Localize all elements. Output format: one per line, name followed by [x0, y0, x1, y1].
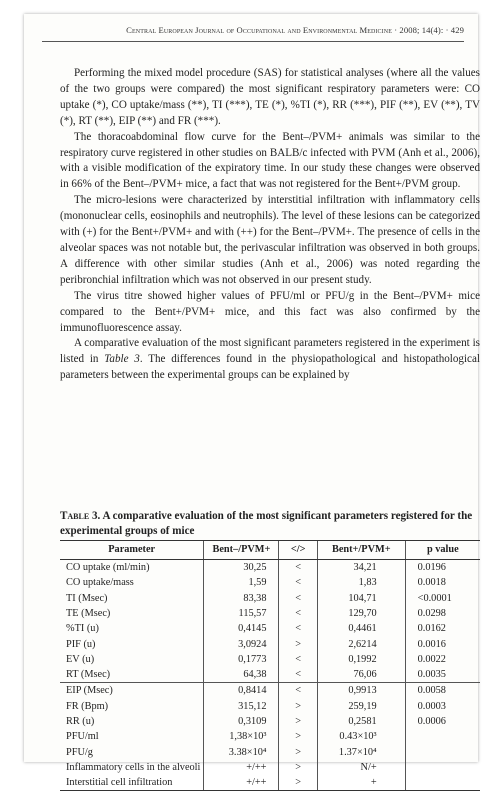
row-bent-plus: 1,83	[317, 575, 405, 590]
paragraph: Performing the mixed model procedure (SAS) for statistical analyses (where all the values of the two groups were compared) the most significant respiratory parameters were: CO uptake (*), CO uptake/mass (**), TI (***), TE (*), %TI (*), RR (***), PIF (**), EV (**), TV (*), RT (**), EIP (**) and FR (***).	[60, 67, 480, 127]
row-comparison: <	[279, 621, 317, 636]
row-comparison: <	[279, 652, 317, 667]
row-parameter: RR (u)	[66, 716, 95, 728]
row-parameter: PIF (u)	[66, 638, 96, 650]
row-parameter: CO uptake/mass	[66, 577, 134, 589]
body-text	[60, 66, 480, 384]
row-p-value	[405, 760, 480, 775]
table-row	[60, 621, 480, 636]
table-row	[60, 575, 480, 590]
row-comparison: >	[279, 729, 317, 744]
row-comparison: >	[279, 699, 317, 714]
paragraph: The virus titre showed higher values of PFU/ml or PFU/g in the Bent–/PVM+ mice compared to the Bent+/PVM+ mice, and this fact was also confirmed by the immunofluorescence assay.	[60, 289, 480, 334]
comparison-table	[60, 540, 480, 791]
row-parameter: TI (Msec)	[66, 592, 108, 604]
table-caption-text: A comparative evaluation of the most significant parameters registered for the experimental groups of mice	[60, 510, 473, 537]
row-p-value: 0.0016	[405, 636, 480, 651]
row-parameter: Inflammatory cells in the alveoli	[66, 761, 201, 773]
row-parameter: CO uptake (ml/min)	[66, 562, 150, 574]
row-comparison: <	[279, 683, 317, 699]
row-bent-minus: 30,25	[204, 560, 279, 576]
table-row	[60, 683, 480, 699]
row-comparison: >	[279, 745, 317, 760]
row-comparison: <	[279, 591, 317, 606]
row-bent-plus: 129,70	[317, 606, 405, 621]
row-bent-plus: 104,71	[317, 591, 405, 606]
row-bent-plus: 1.37×10⁴	[317, 745, 405, 760]
row-bent-minus: 1,38×10³	[204, 729, 279, 744]
row-bent-minus: 315,12	[204, 699, 279, 714]
row-bent-minus: 83,38	[204, 591, 279, 606]
row-bent-plus: 259,19	[317, 699, 405, 714]
row-p-value: <0.0001	[405, 591, 480, 606]
row-bent-plus: 0.43×10³	[317, 729, 405, 744]
table-row	[60, 760, 480, 775]
row-bent-plus: 0,2581	[317, 714, 405, 729]
running-header: Central European Journal of Occupational and Environmental Medicine · 2008; 14(4): · 429	[42, 25, 464, 42]
row-p-value: 0.0298	[405, 606, 480, 621]
row-bent-plus: 2,6214	[317, 636, 405, 651]
header-bent-minus: Bent–/PVM+	[204, 541, 279, 560]
row-bent-plus: 76,06	[317, 667, 405, 683]
row-comparison: >	[279, 714, 317, 729]
table-row	[60, 652, 480, 667]
row-p-value: 0.0162	[405, 621, 480, 636]
row-comparison: <	[279, 667, 317, 683]
row-bent-minus: 115,57	[204, 606, 279, 621]
table-row	[60, 729, 480, 744]
header-bent-plus: Bent+/PVM+	[317, 541, 405, 560]
row-parameter: %TI (u)	[66, 623, 99, 635]
row-parameter: RT (Msec)	[66, 669, 111, 681]
row-p-value: 0.0006	[405, 714, 480, 729]
row-bent-minus: 3.38×10⁴	[204, 745, 279, 760]
row-parameter: TE (Msec)	[66, 607, 111, 619]
row-parameter: PFU/ml	[66, 731, 99, 743]
row-comparison: <	[279, 560, 317, 576]
row-bent-minus: 64,38	[204, 667, 279, 683]
row-p-value	[405, 745, 480, 760]
row-p-value: 0.0196	[405, 560, 480, 576]
row-parameter: EIP (Msec)	[60, 683, 204, 699]
row-bent-plus: 34,21	[317, 560, 405, 576]
row-bent-plus: 0,9913	[317, 683, 405, 699]
row-comparison: <	[279, 575, 317, 590]
row-bent-minus: +/++	[204, 775, 279, 791]
row-comparison: <	[279, 606, 317, 621]
row-parameter: Interstitial cell infiltration	[60, 775, 204, 791]
table-row	[60, 606, 480, 621]
table-row	[60, 667, 480, 683]
row-parameter: FR (Bpm)	[66, 700, 109, 712]
table-caption-lead: Table 3.	[60, 510, 101, 522]
row-bent-plus: 0,1992	[317, 652, 405, 667]
table-header-row	[60, 541, 480, 560]
row-bent-minus: 0,4145	[204, 621, 279, 636]
paragraph: The thoracoabdominal flow curve for the Bent–/PVM+ animals was similar to the respiratory curve registered in other studies on BALB/c infected with PVM (Anh et al., 2006), with a visible modification of the expiratory time. In our study these changes were observed in 66% of the Bent–/PVM+ mice, a fact that was not registered for the Bent+/PVM group.	[60, 130, 480, 191]
table-row	[60, 636, 480, 651]
row-bent-plus: +	[317, 775, 405, 791]
table-row	[60, 714, 480, 729]
row-comparison: >	[279, 636, 317, 651]
header-parameter: Parameter	[60, 541, 204, 560]
table-reference: Table 3	[104, 353, 140, 366]
paragraph: A comparative evaluation of the most significant parameters registered in the experiment is listed in Table 3. The differences found in the physiopathological and histopathological parameters between the experimental groups can be explained by	[60, 337, 480, 382]
row-bent-plus: N/+	[317, 760, 405, 775]
header-p-value: p value	[405, 541, 480, 560]
table-row	[60, 745, 480, 760]
header-comparison: </>	[279, 541, 317, 560]
row-p-value: 0.0018	[405, 575, 480, 590]
table-row	[60, 775, 480, 791]
row-p-value	[405, 775, 480, 791]
paragraph: The micro-lesions were characterized by interstitial infiltration with inflammatory cells (mononuclear cells, eosinophils and neutrophils). The level of these lesions can be categorized with (+) for the Bent+/PVM+ and with (++) for the Bent–/PVM+. The presence of cells in the alveolar spaces was not notable but, the perivascular infiltration was observed in both groups. A difference with other similar studies (Anh et al., 2006) was noted regarding the peribronchial infiltration which was not observed in our present study.	[60, 194, 480, 286]
journal-page	[24, 14, 480, 789]
row-bent-minus: 0,3109	[204, 714, 279, 729]
row-p-value: 0.0003	[405, 699, 480, 714]
row-p-value: 0.0035	[405, 667, 480, 683]
row-bent-minus: 1,59	[204, 575, 279, 590]
row-parameter: PFU/g	[66, 746, 93, 758]
row-comparison: >	[279, 760, 317, 775]
row-bent-minus: +/++	[204, 760, 279, 775]
row-bent-minus: 0,8414	[204, 683, 279, 699]
table-row	[60, 560, 480, 576]
row-p-value	[405, 729, 480, 744]
row-bent-minus: 0,1773	[204, 652, 279, 667]
table-caption	[60, 509, 480, 539]
row-p-value: 0.0058	[405, 683, 480, 699]
row-bent-minus: 3,0924	[204, 636, 279, 651]
row-parameter: EV (u)	[66, 653, 95, 665]
table-row	[60, 591, 480, 606]
row-bent-plus: 0,4461	[317, 621, 405, 636]
row-comparison: >	[279, 775, 317, 791]
table-row	[60, 699, 480, 714]
row-p-value: 0.0022	[405, 652, 480, 667]
